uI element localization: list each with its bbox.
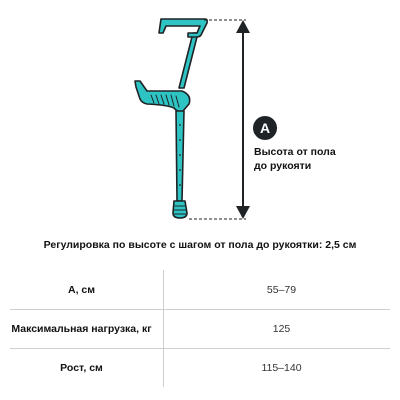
spec-label: Рост, см: [60, 361, 103, 374]
marker-a-letter: A: [259, 120, 271, 136]
caption-line-1: Высота от пола: [254, 146, 336, 158]
table-row: [0, 309, 400, 348]
crutch-cuff: [159, 19, 207, 37]
caption-line-2: до рукояти: [254, 160, 312, 172]
crutch-illustration: [135, 19, 207, 218]
specs-table: [0, 270, 400, 387]
spec-label: А, см: [67, 283, 96, 296]
spec-value: 115–140: [261, 361, 302, 374]
spec-label: Максимальная нагрузка, кг: [11, 322, 152, 335]
spec-value: 55–79: [266, 283, 297, 296]
table-row: [0, 270, 400, 309]
height-caption: [254, 145, 394, 173]
table-row: [0, 348, 400, 387]
spec-value: 125: [272, 322, 291, 335]
adjustment-note: Регулировка по высоте с шагом от пола до рукоятки: 2,5 см: [43, 239, 357, 251]
height-dimension-arrow: [236, 20, 250, 219]
crutch-upper-tube: [179, 33, 198, 88]
